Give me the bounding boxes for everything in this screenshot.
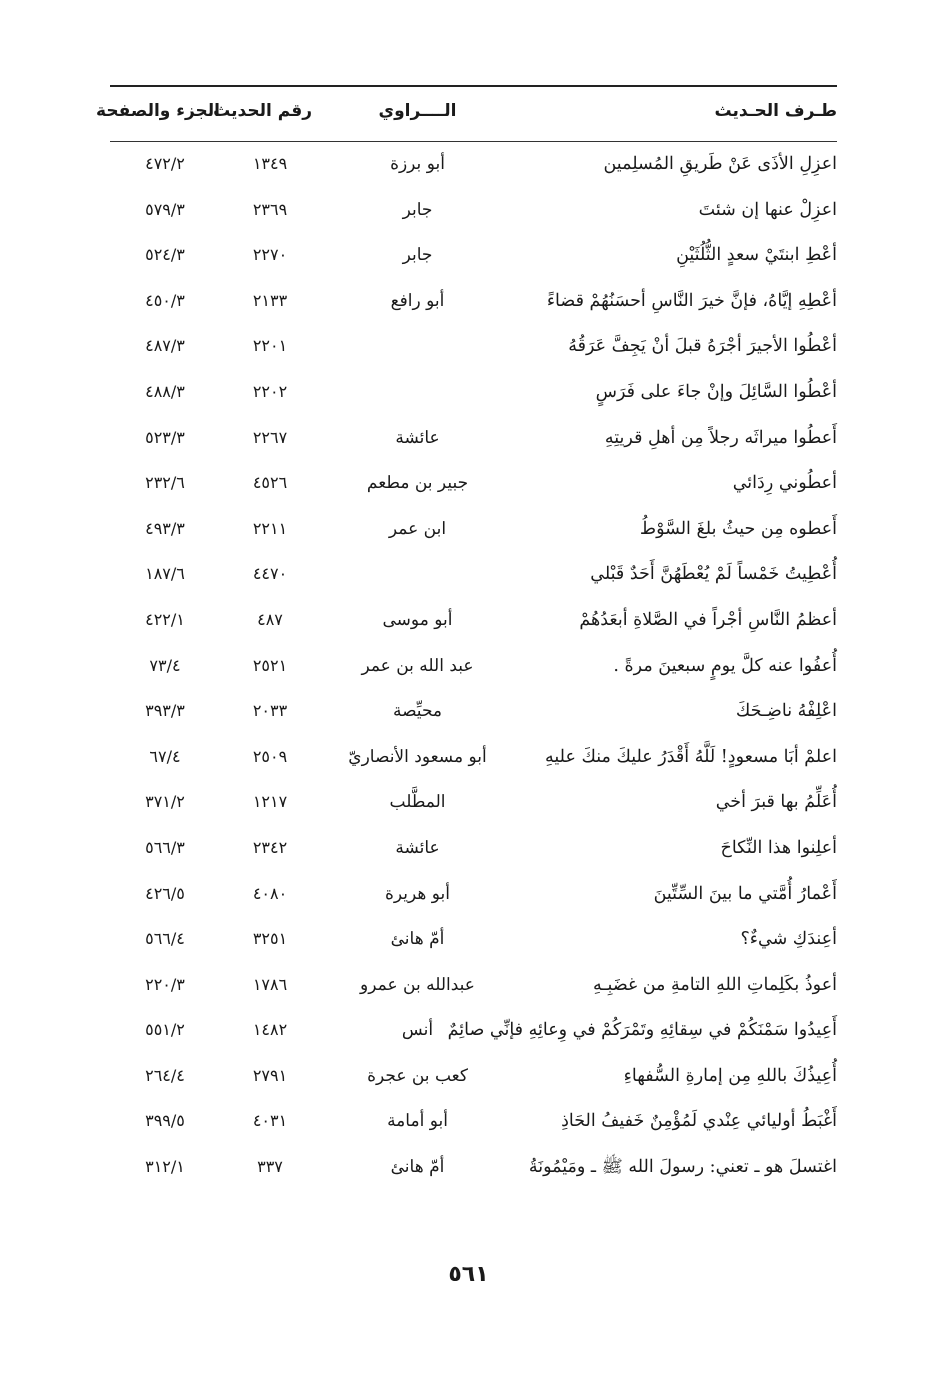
narrator-cell: أبو أمامة	[387, 1111, 448, 1132]
hadith-number-cell: ١٣٤٩	[252, 154, 288, 173]
volume-page-cell: ٥٧٩/٣	[145, 199, 185, 219]
hadith-text-cell: أعِندَكِ شيءٌ؟	[740, 929, 837, 950]
volume-page-cell: ٤٨٨/٣	[145, 381, 185, 401]
narrator-cell: أمّ هانئ	[390, 1157, 445, 1178]
table-row	[110, 187, 837, 233]
hadith-number-cell: ٢٢١١	[252, 518, 288, 538]
volume-page-cell: ٢٢٠/٣	[145, 974, 185, 994]
table-row	[110, 1098, 837, 1144]
volume-page-cell: ٣٩٣/٣	[145, 701, 185, 721]
hadith-text-cell: اغتسلَ هو ـ تعني: رسولَ الله ﷺ ـ ومَيْمُونَةُ	[528, 1157, 837, 1178]
table-row	[110, 643, 837, 689]
volume-page-cell: ٣١٢/١	[145, 1157, 185, 1177]
hadith-number-cell: ٢٣٤٢	[252, 837, 288, 857]
volume-page-cell: ٥٦٦/٤	[145, 929, 185, 949]
table-row	[110, 962, 837, 1008]
table-row	[110, 141, 837, 187]
hadith-text-cell: اعْلِفْهُ ناضِـحَكَ	[735, 701, 837, 722]
table-row	[110, 369, 837, 415]
hadith-number-cell: ١٧٨٦	[252, 974, 288, 994]
page-number: ٥٦١	[448, 1262, 489, 1287]
narrator-cell: عبد الله بن عمر	[361, 655, 474, 676]
volume-page-cell: ٤٢٢/١	[145, 609, 185, 629]
narrator-cell: أبو موسى	[382, 609, 453, 630]
hadith-text-cell: أعْطُوا السَّائِلَ وإنْ جاءَ على فَرَسٍ	[595, 381, 837, 402]
hadith-number-cell: ٢٥٢١	[252, 655, 288, 675]
narrator-cell: عبدالله بن عمرو	[360, 974, 475, 995]
volume-page-cell: ٤٧٢/٢	[145, 154, 185, 173]
top-rule	[110, 85, 837, 87]
volume-page-cell: ٥٥١/٢	[145, 1020, 185, 1040]
hadith-number-cell: ١٤٨٢	[252, 1020, 288, 1040]
hadith-number-cell: ١٢١٧	[252, 792, 288, 812]
header-narrator: الــــراوي	[378, 101, 457, 121]
hadith-number-cell: ٤٠٣١	[252, 1111, 288, 1131]
hadith-text-cell: اعلمْ أبَا مسعودٍ! لَلَّهُ أَقْدَرُ عليكَ منكَ عليهِ	[545, 746, 837, 767]
hadith-text-cell: أعْطِهِ إيَّاهُ، فإنَّ خيرَ النَّاسِ أحسَنُهُمْ قضاءً	[546, 290, 837, 311]
table-row	[110, 825, 837, 871]
narrator-cell: أبو رافع	[390, 290, 445, 311]
hadith-text-cell: أَعطوه مِن حيثُ بلغَ السَّوْطُ	[639, 518, 837, 539]
header-volume-page: الجزء والصفحة	[96, 101, 220, 121]
table-body	[110, 141, 837, 1190]
volume-page-cell: ١٨٧/٦	[145, 564, 185, 584]
hadith-number-cell: ٢٣٦٩	[252, 199, 288, 219]
narrator-cell: عائشة	[395, 837, 440, 858]
hadith-text-cell: اعزِلْ عنها إن شئتَ	[698, 199, 837, 220]
table-row	[110, 232, 837, 278]
narrator-cell: أبو هريرة	[384, 883, 450, 904]
hadith-text-cell: أَعطُوا ميراثَه رجلاً مِن أهلِ قريتِهِ	[604, 427, 837, 448]
hadith-number-cell: ٢٧٩١	[252, 1065, 288, 1085]
hadith-number-cell: ٤٨٧	[257, 609, 283, 629]
table-row	[110, 506, 837, 552]
table-header	[96, 101, 837, 137]
table-row	[110, 278, 837, 324]
hadith-text-cell: أَعْمارُ أُمَّتي ما بينَ السِّتِّينَ	[653, 883, 837, 904]
hadith-text-cell: اعزِلِ الأذَى عَنْ طَريقِ المُسلِمين	[603, 154, 837, 174]
narrator-cell: جابر	[402, 245, 433, 266]
table-row	[110, 1144, 837, 1190]
narrator-cell: كعب بن عجرة	[367, 1065, 468, 1086]
hadith-text-cell: أعظمُ النَّاسِ أجْراً في الصَّلاةِ أبعَدُهُمْ	[579, 609, 837, 630]
narrator-cell: عائشة	[395, 427, 440, 448]
hadith-number-cell: ٢٠٣٣	[252, 701, 288, 721]
hadith-text-cell: أُعِيذُكَ باللهِ مِن إمارةِ السُّفهاءِ	[623, 1065, 837, 1086]
hadith-number-cell: ٢٢٧٠	[252, 245, 288, 265]
volume-page-cell: ٣٧١/٢	[145, 792, 185, 812]
hadith-text-cell: أعطُوني رِدَائي	[732, 473, 837, 494]
volume-page-cell: ٤٢٦/٥	[145, 883, 185, 903]
volume-page-cell: ٢٦٤/٤	[145, 1065, 185, 1085]
table-row	[110, 415, 837, 461]
table-row	[110, 597, 837, 643]
narrator-cell: جبير بن مطعم	[366, 473, 469, 494]
hadith-number-cell: ٤٤٧٠	[252, 564, 288, 584]
header-hadith: طـرف الحـديث	[714, 101, 837, 121]
table-row	[110, 460, 837, 506]
hadith-number-cell: ٢١٣٣	[252, 290, 288, 310]
narrator-cell: أمّ هانئ	[390, 929, 445, 950]
narrator-cell: أنس	[401, 1020, 434, 1041]
table-row	[110, 871, 837, 917]
table-row	[110, 734, 837, 780]
narrator-cell: جابر	[402, 199, 433, 220]
volume-page-cell: ٥٢٣/٣	[145, 427, 185, 447]
table-row	[110, 1007, 837, 1053]
hadith-text-cell: أُعْطِيتُ خَمْساً لَمْ يُعْطَهُنَّ أَحَدٌ قَبْلي	[590, 564, 837, 585]
hadith-number-cell: ٤٠٨٠	[252, 883, 288, 903]
hadith-text-cell: أَعِيدُوا سَمْنَكُمْ في سِقائِهِ وتَمْرَكُمْ في وِعائِهِ فإنِّي صائِمٌ	[447, 1020, 837, 1041]
volume-page-cell: ٥٦٦/٣	[145, 837, 185, 857]
volume-page-cell: ٤٨٧/٣	[145, 336, 185, 356]
table-row	[110, 551, 837, 597]
narrator-cell: المطَّلب	[389, 792, 446, 813]
volume-page-cell: ٤٩٣/٣	[145, 518, 185, 538]
hadith-text-cell: أَغْبَطُ أوليائي عِنْدي لَمُؤْمِنٌ خَفيفُ الحَاذِ	[561, 1111, 837, 1132]
table-row	[110, 688, 837, 734]
narrator-cell: أبو مسعود الأنصاريّ	[348, 746, 487, 767]
table-row	[110, 323, 837, 369]
volume-page-cell: ٥٢٤/٣	[145, 245, 185, 265]
volume-page-cell: ٢٣٢/٦	[145, 473, 185, 493]
hadith-text-cell: أعْطِ ابنتَيْ سعدٍ الثُّلُثَيْنِ	[676, 245, 837, 266]
table-row	[110, 916, 837, 962]
hadith-number-cell: ٢٥٠٩	[252, 746, 288, 766]
hadith-number-cell: ٢٢٠١	[252, 336, 288, 356]
narrator-cell: أبو برزة	[390, 154, 445, 174]
table-row	[110, 779, 837, 825]
hadith-text-cell: أُعفُوا عنه كلَّ يومٍ سبعينَ مرةً .	[613, 655, 837, 676]
volume-page-cell: ٣٩٩/٥	[145, 1111, 185, 1131]
volume-page-cell: ٦٧/٤	[149, 746, 181, 766]
hadith-number-cell: ٣٢٥١	[252, 929, 288, 949]
hadith-number-cell: ٤٥٢٦	[252, 473, 288, 493]
narrator-cell: ابن عمر	[388, 518, 447, 539]
hadith-text-cell: أعْطُوا الأجيرَ أجْرَهُ قبلَ أنْ يَجِفَّ عَرَقُهُ	[568, 336, 837, 357]
volume-page-cell: ٤٥٠/٣	[145, 290, 185, 310]
hadith-number-cell: ٢٢٠٢	[252, 381, 288, 401]
hadith-text-cell: أعلِنوا هذا النِّكاحَ	[720, 837, 837, 858]
hadith-number-cell: ٢٢٦٧	[252, 427, 288, 447]
volume-page-cell: ٧٣/٤	[149, 655, 181, 675]
narrator-cell: محيِّصة	[392, 701, 443, 722]
header-hadith-number: رقم الحديث	[213, 101, 312, 121]
table-row	[110, 1053, 837, 1099]
hadith-text-cell: أعوذُ بكَلِماتِ اللهِ التامةِ من غضَبِـهِ	[593, 974, 837, 995]
hadith-text-cell: أُعَلِّمُ بها قبرَ أخي	[715, 792, 837, 813]
hadith-number-cell: ٣٣٧	[257, 1157, 283, 1177]
